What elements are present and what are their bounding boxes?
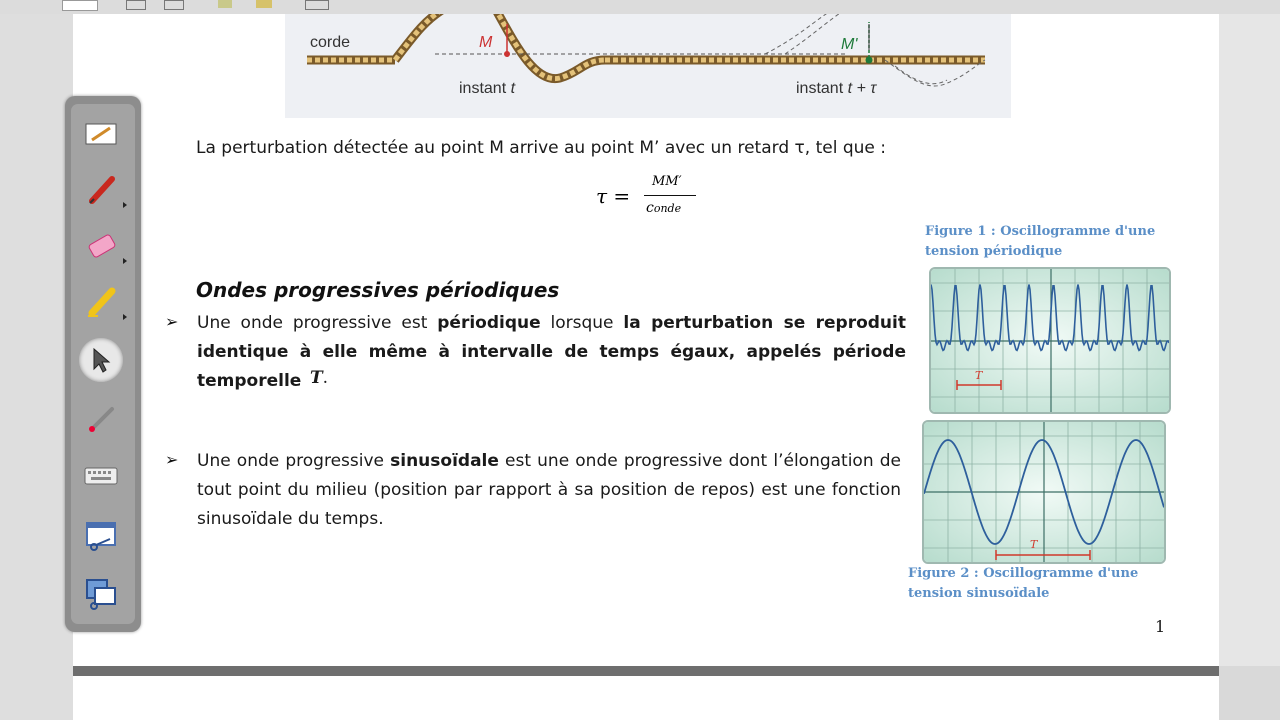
pen-icon[interactable] — [79, 168, 123, 212]
instant-text: instant — [459, 80, 507, 97]
b1-bold2: la perturbation se reproduit identique à elle même à intervalle de temps égaux, appelés période temporelle — [197, 313, 906, 391]
save-icon[interactable] — [164, 0, 184, 10]
oscillogram-1-svg — [931, 269, 1169, 412]
section-title: Ondes progressives périodiques — [196, 278, 560, 302]
figure-1-caption: Figure 1 : Oscillogramme d'une tension périodique — [925, 224, 1156, 259]
formula-denominator — [646, 200, 681, 216]
pen-notes-icon[interactable] — [79, 112, 123, 156]
formula-lhs: τ = — [596, 184, 631, 208]
highlighter-icon[interactable] — [79, 280, 123, 324]
oscillogram-periodic — [929, 267, 1171, 414]
label-M-prime: M' — [841, 36, 858, 53]
laser-pointer-icon[interactable] — [79, 396, 123, 440]
window-capture-icon[interactable] — [79, 572, 123, 616]
keyboard-icon[interactable] — [79, 454, 123, 498]
pointer-icon[interactable] — [79, 338, 123, 382]
b1-bold1: périodique — [437, 313, 541, 333]
bullet-arrow-1: ➢ — [165, 312, 179, 331]
b2-bold1: sinusoïdale — [390, 451, 499, 471]
b2-part2: est une onde progressive dont l’élongation de tout point du milieu (position par rapport à sa position de repos) est une fonction sinusoïdale du temps. — [197, 451, 901, 529]
b1-var-T — [310, 368, 328, 388]
fraction-bar — [644, 195, 696, 196]
label-corde: corde — [310, 34, 351, 51]
instant-text-2: instant — [796, 80, 844, 97]
highlighter-menu-arrow[interactable] — [123, 314, 127, 320]
rope-wave-figure — [285, 14, 1011, 118]
b1-end: . — [322, 368, 329, 388]
formula-numerator: MM′ — [652, 174, 682, 189]
pointer-button-bg[interactable] — [79, 338, 123, 382]
figure-2-caption: Figure 2 : Oscillogramme d'une tension sinusoïdale — [908, 566, 1139, 601]
annotation-toolbar — [65, 96, 141, 632]
pen-menu-arrow[interactable] — [123, 202, 127, 208]
denominator-c: c — [646, 200, 654, 216]
page-number: 1 — [1155, 617, 1166, 636]
eraser-icon[interactable] — [79, 224, 123, 268]
oscillogram-2-svg — [924, 422, 1164, 562]
forward-icon[interactable] — [218, 0, 232, 8]
bullet-2-text — [197, 447, 901, 534]
rope-wave-drawing — [285, 14, 1011, 118]
eraser-menu-arrow[interactable] — [123, 258, 127, 264]
toolbar-button-1[interactable] — [62, 0, 98, 11]
edit-icon[interactable] — [256, 0, 272, 8]
osc1-T-label: T — [975, 369, 983, 382]
right-margin — [1219, 14, 1280, 666]
instant-var: t — [510, 80, 516, 97]
window-icon[interactable] — [305, 0, 329, 10]
b1-part1: Une onde progressive est — [197, 313, 438, 333]
page-separator — [73, 666, 1219, 676]
denominator-sub: onde — [653, 202, 682, 215]
b1-var: T — [310, 368, 323, 388]
next-page — [73, 676, 1219, 720]
osc2-T-label: T — [1030, 538, 1038, 551]
left-margin — [0, 14, 73, 720]
b2-part1: Une onde progressive — [197, 451, 391, 471]
oscillogram-sinusoidal — [922, 420, 1166, 564]
bullet-arrow-2: ➢ — [165, 450, 179, 469]
paragraph-retard: La perturbation détectée au point M arrive au point M’ avec un retard τ, tel que : — [196, 138, 886, 158]
bullet-1-text — [197, 309, 906, 396]
b1-part2: lorsque — [540, 313, 624, 333]
instant-var-2: t + τ — [847, 80, 877, 97]
formula-tau — [596, 174, 706, 226]
label-instant-t-tau — [796, 80, 876, 98]
top-toolbar — [0, 0, 1280, 15]
screen-capture-icon[interactable] — [79, 514, 123, 558]
print-icon[interactable] — [126, 0, 146, 10]
label-instant-t — [459, 80, 515, 98]
label-M: M — [479, 34, 493, 51]
